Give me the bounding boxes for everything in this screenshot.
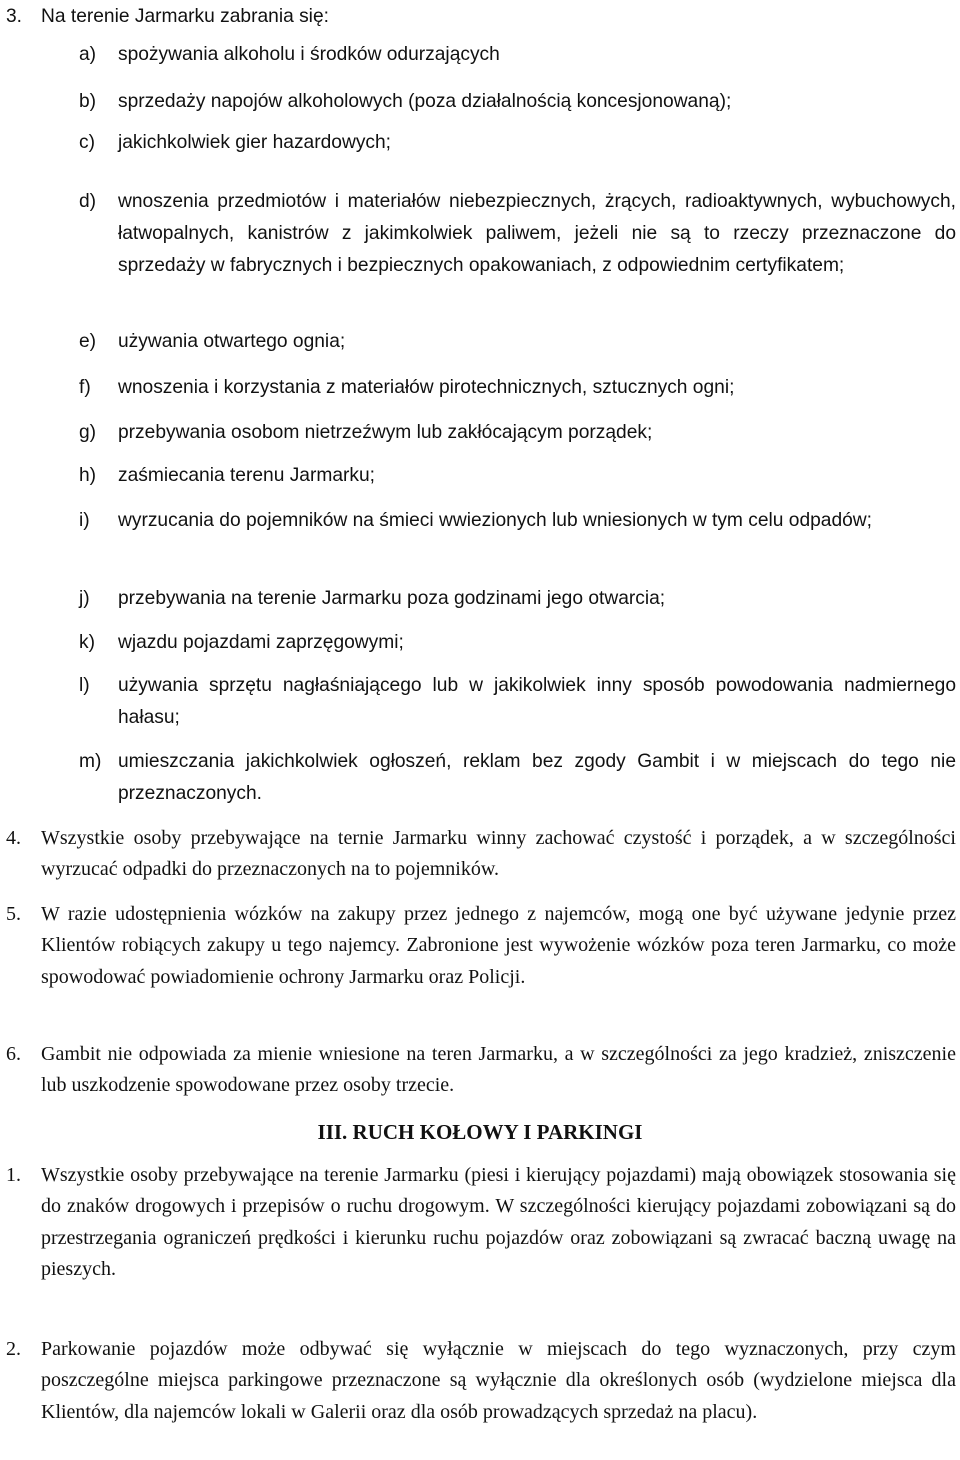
list-marker: m) xyxy=(79,751,102,772)
list-item-c xyxy=(79,127,956,159)
paragraph-text: W razie udostępnienia wózków na zakupy przez jednego z najemców, mogą one być używane jedynie przez Klientów robiących zakupy u tego najemcy. Zabronione jest wywożenie wózków poza teren Jarmarku, co może spowodować powiadomienie ochrony Jarmarku oraz Policji. xyxy=(41,903,956,988)
list-marker: d) xyxy=(79,191,97,212)
section-heading: III. RUCH KOŁOWY I PARKINGI xyxy=(317,1120,643,1144)
list-item-text: przebywania na terenie Jarmarku poza godzinami jego otwarcia; xyxy=(118,588,666,609)
list-marker: h) xyxy=(79,465,97,486)
paragraph-4 xyxy=(6,823,956,886)
list-marker: j) xyxy=(79,588,90,609)
paragraph-text: Na terenie Jarmarku zabrania się: xyxy=(41,6,329,27)
paragraph-text: Gambit nie odpowiada za mienie wniesione na teren Jarmarku, a w szczególności za jego kradzież, zniszczenie lub uszkodzenie spowodowane przez osoby trzecie. xyxy=(41,1043,956,1097)
paragraph-number: 2. xyxy=(6,1338,21,1360)
list-item-text: używania otwartego ognia; xyxy=(118,331,346,352)
list-item-text: wyrzucania do pojemników na śmieci wwiezionych lub wniesionych w tym celu odpadów; xyxy=(118,510,872,531)
list-item-i xyxy=(79,505,956,537)
paragraph-text: Parkowanie pojazdów może odbywać się wyłącznie w miejscach do tego wyznaczonych, przy czym poszczególne miejsca parkingowe przeznaczone są wyłącznie dla określonych osób (wydzielone miejsca dla Klientów, dla najemców lokali w Galerii oraz dla osób prowadzących sprzedaż na placu). xyxy=(41,1338,956,1423)
paragraph-number: 4. xyxy=(6,827,21,849)
paragraph-number: 5. xyxy=(6,903,21,925)
list-marker: f) xyxy=(79,377,91,398)
list-item-a xyxy=(79,39,956,71)
list-item-g xyxy=(79,417,956,449)
paragraph-number: 1. xyxy=(6,1164,21,1186)
list-item-text: sprzedaży napojów alkoholowych (poza działalnością koncesjonowaną); xyxy=(118,91,732,112)
list-marker: i) xyxy=(79,510,90,531)
paragraph-5 xyxy=(6,899,956,993)
paragraph-text: Wszystkie osoby przebywające na terenie Jarmarku (piesi i kierujący pojazdami) mają obowiązek stosowania się do znaków drogowych i przepisów o ruchu drogowym. W szczególności kierujący pojazdami zobowiązani są do przestrzegania ograniczeń prędkości i kierunku ruchu pojazdów oraz zobowiązani są zwracać baczną uwagę na pieszych. xyxy=(41,1164,956,1281)
list-item-text: zaśmiecania terenu Jarmarku; xyxy=(118,465,376,486)
paragraph-3 xyxy=(6,1,956,32)
list-item-m xyxy=(79,746,956,810)
list-item-text: umieszczania jakichkolwiek ogłoszeń, reklam bez zgody Gambit i w miejscach do tego nie przeznaczonych. xyxy=(118,751,956,804)
list-item-d xyxy=(79,186,956,282)
paragraph-r2 xyxy=(6,1334,956,1428)
list-item-text: wnoszenia przedmiotów i materiałów niebezpiecznych, żrących, radioaktywnych, wybuchowych, łatwopalnych, kanistrów z jakimkolwiek paliwem, jeżeli nie są to rzeczy przeznaczone do sprzedaży w fabrycznych i bezpiecznych opakowaniach, z odpowiednim certyfikatem; xyxy=(118,191,956,276)
list-marker: e) xyxy=(79,331,97,352)
list-marker: c) xyxy=(79,132,95,153)
list-marker: l) xyxy=(79,675,90,696)
paragraph-r1 xyxy=(6,1160,956,1286)
list-item-text: jakichkolwiek gier hazardowych; xyxy=(118,132,392,153)
list-marker: g) xyxy=(79,422,97,443)
list-item-text: przebywania osobom nietrzeźwym lub zakłócającym porządek; xyxy=(118,422,653,443)
list-item-text: wnoszenia i korzystania z materiałów pirotechnicznych, sztucznych ogni; xyxy=(118,377,735,398)
list-item-e xyxy=(79,326,956,358)
list-item-text: używania sprzętu nagłaśniającego lub w jakikolwiek inny sposób powodowania nadmiernego hałasu; xyxy=(118,675,956,728)
paragraph-number: 3. xyxy=(6,6,23,27)
paragraph-number: 6. xyxy=(6,1043,21,1065)
list-marker: k) xyxy=(79,632,95,653)
list-item-f xyxy=(79,372,956,404)
list-item-l xyxy=(79,670,956,734)
list-marker: b) xyxy=(79,91,97,112)
list-item-b xyxy=(79,86,956,118)
list-item-text: spożywania alkoholu i środków odurzających xyxy=(118,44,500,65)
list-item-j xyxy=(79,583,956,615)
list-item-h xyxy=(79,460,956,492)
list-marker: a) xyxy=(79,44,97,65)
list-item-text: wjazdu pojazdami zaprzęgowymi; xyxy=(118,632,404,653)
paragraph-text: Wszystkie osoby przebywające na ternie Jarmarku winny zachować czystość i porządek, a w szczególności wyrzucać odpadki do przeznaczonych na to pojemników. xyxy=(41,827,956,881)
list-item-k xyxy=(79,627,956,659)
paragraph-6 xyxy=(6,1039,956,1102)
